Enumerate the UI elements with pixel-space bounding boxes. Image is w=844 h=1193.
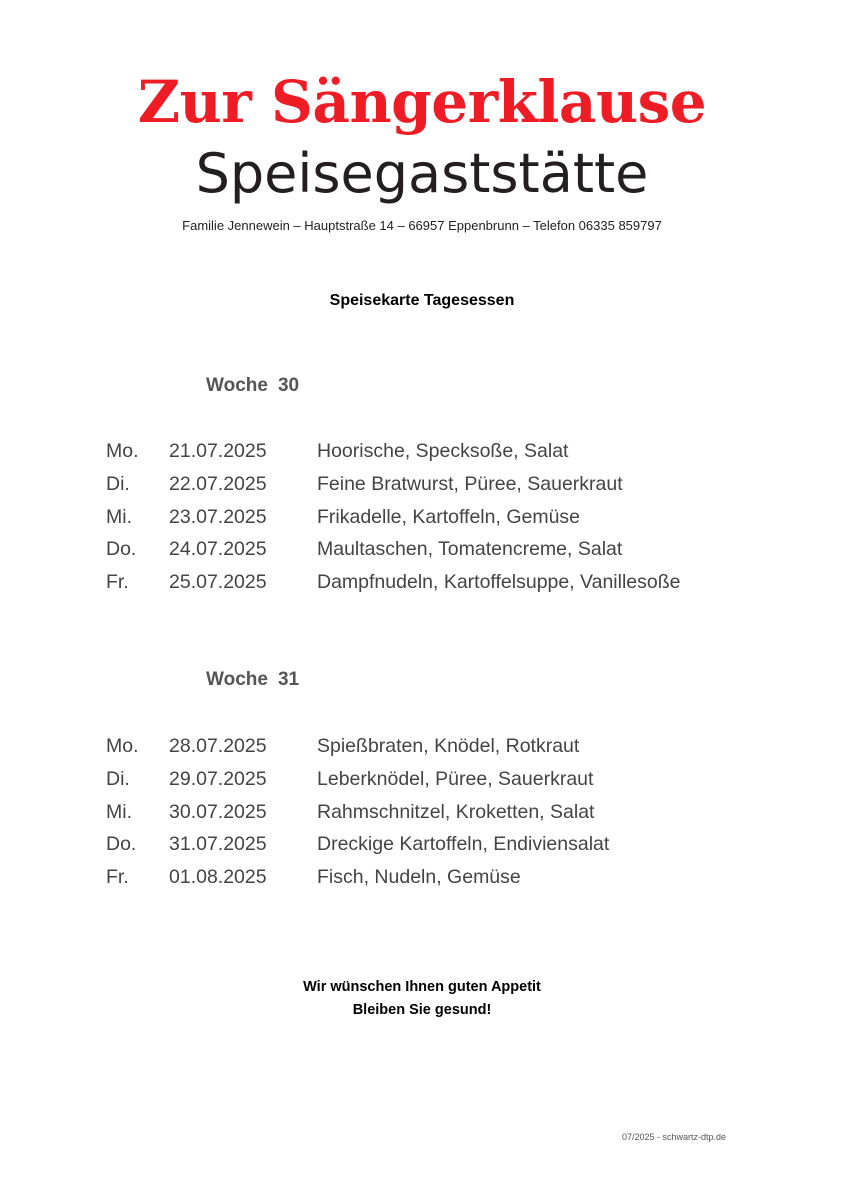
day-date: 23.07.2025 — [169, 505, 267, 528]
day-date: 01.08.2025 — [169, 866, 267, 889]
day-date: 29.07.2025 — [169, 767, 267, 790]
day-date: 25.07.2025 — [169, 571, 267, 594]
restaurant-subtitle: Speisegaststätte — [195, 142, 649, 205]
day-dish: Frikadelle, Kartoffeln, Gemüse — [317, 505, 581, 528]
day-name: Fr. — [106, 866, 129, 889]
day-row — [0, 567, 844, 600]
closing-line-1: Wir wünschen Ihnen guten Appetit — [303, 979, 541, 995]
day-row — [0, 534, 844, 567]
day-name: Do. — [106, 538, 137, 561]
day-dish: Dreckige Kartoffeln, Endiviensalat — [317, 833, 610, 856]
closing-text — [0, 976, 844, 1022]
day-date: 24.07.2025 — [169, 538, 267, 561]
day-row — [0, 731, 844, 764]
day-name: Di. — [106, 472, 130, 495]
week-label: Woche — [206, 375, 268, 396]
day-dish: Fisch, Nudeln, Gemüse — [317, 866, 521, 889]
address-line: Familie Jennewein – Hauptstraße 14 – 66957 Eppenbrunn – Telefon 06335 859797 — [182, 218, 662, 233]
day-list — [0, 731, 844, 895]
week-heading — [206, 668, 299, 692]
day-dish: Dampfnudeln, Kartoffelsuppe, Vanillesoße — [317, 571, 681, 594]
week-number: 31 — [277, 669, 300, 690]
day-name: Fr. — [106, 571, 129, 594]
day-date: 31.07.2025 — [169, 833, 267, 856]
day-dish: Maultaschen, Tomatencreme, Salat — [317, 538, 623, 561]
day-dish: Leberknödel, Püree, Sauerkraut — [317, 767, 594, 790]
day-date: 22.07.2025 — [169, 472, 267, 495]
footer-note: 07/2025 - schwartz-dtp.de — [622, 1132, 727, 1142]
week-number: 30 — [277, 375, 300, 396]
day-row — [0, 436, 844, 469]
day-row — [0, 469, 844, 502]
closing-line-2: Bleiben Sie gesund! — [352, 1002, 492, 1018]
day-row — [0, 862, 844, 895]
day-row — [0, 797, 844, 830]
day-row — [0, 764, 844, 797]
day-dish: Hoorische, Specksoße, Salat — [317, 440, 569, 462]
day-name: Di. — [106, 767, 130, 790]
day-list — [0, 436, 844, 600]
week-label: Woche — [206, 669, 268, 690]
day-dish: Spießbraten, Knödel, Rotkraut — [317, 735, 580, 757]
day-dish: Feine Bratwurst, Püree, Sauerkraut — [317, 472, 623, 495]
restaurant-name: Zur Sängerklause — [137, 68, 707, 136]
day-date: 21.07.2025 — [169, 440, 267, 462]
day-row — [0, 829, 844, 862]
day-date: 28.07.2025 — [169, 735, 267, 757]
day-dish: Rahmschnitzel, Kroketten, Salat — [317, 800, 595, 823]
day-row — [0, 502, 844, 535]
day-name: Do. — [106, 833, 137, 856]
week-heading — [206, 374, 299, 398]
day-name: Mi. — [106, 800, 132, 823]
day-name: Mo. — [106, 440, 139, 462]
day-name: Mo. — [106, 735, 139, 757]
day-name: Mi. — [106, 505, 132, 528]
menu-heading: Speisekarte Tagesessen — [329, 292, 515, 309]
day-date: 30.07.2025 — [169, 800, 267, 823]
